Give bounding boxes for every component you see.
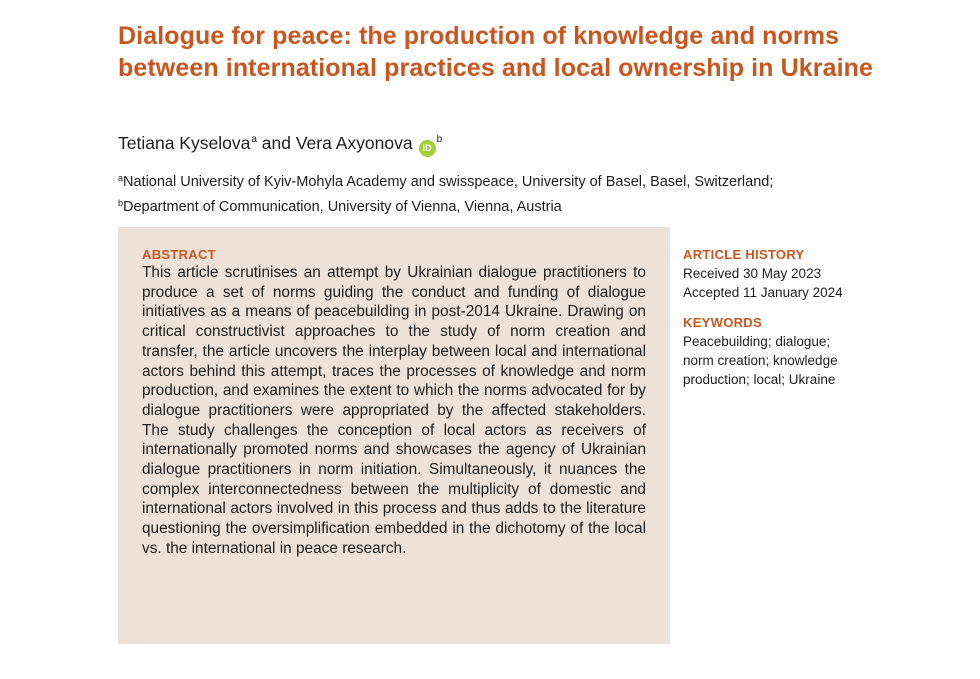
keywords-line: production; local; Ukraine bbox=[683, 372, 836, 387]
article-history bbox=[683, 246, 863, 302]
keywords-section bbox=[683, 314, 863, 389]
affiliation-mark: a bbox=[118, 173, 124, 183]
abstract-text: This article scrutinises an attempt by Ukrainian dialogue practitioners to produce a set of norms guiding the conduct and funding of dialogue initiatives as a means of peacebuilding in post-2014 Ukraine. Drawing on critical constructivist approaches to the study of norm creation and transfer, the article uncovers the interplay between local and international actors behind this attempt, traces the processes of knowledge and norm production, and examines the extent to which the norms advocated for by dialogue practitioners were appropriated by the affected stakeholders. The study challenges the conception of local actors as receivers of internationally promoted norms and showcases the agency of Ukrainian dialogue practitioners in norm initiation. Simultaneously, it nuances the complex interconnectedness between the multiplicity of domestic and international actors involved in this process and thus adds to the literature questioning the oversimplification embedded in the dichotomy of the local vs. the international in peace research. bbox=[142, 264, 646, 557]
author-name[interactable]: Vera Axyonova bbox=[295, 133, 413, 153]
abstract-heading: ABSTRACT bbox=[142, 247, 216, 262]
affiliation-mark: b bbox=[118, 198, 124, 208]
author-name[interactable]: Tetiana Kyselova bbox=[118, 133, 251, 153]
orcid-icon[interactable]: iD bbox=[419, 140, 436, 157]
affiliation-mark: b bbox=[436, 134, 443, 145]
affiliation-text: National University of Kyiv-Mohyla Academy and swisspeace, University of Basel, Basel, Switzerland; bbox=[123, 174, 774, 190]
article-history-heading: ARTICLE HISTORY bbox=[683, 247, 805, 262]
article-title: Dialogue for peace: the production of knowledge and norms between international practices and local ownership in Ukraine bbox=[118, 22, 874, 82]
affiliation-item bbox=[118, 168, 773, 193]
author-line bbox=[118, 128, 442, 157]
keywords-line: norm creation; knowledge bbox=[683, 353, 838, 368]
author-connector: and bbox=[256, 133, 296, 153]
affiliations bbox=[118, 168, 773, 218]
abstract-box bbox=[118, 227, 670, 644]
keywords-heading: KEYWORDS bbox=[683, 315, 762, 330]
affiliation-text: Department of Communication, University of Vienna, Vienna, Austria bbox=[123, 199, 562, 215]
affiliation-item bbox=[118, 193, 773, 218]
accepted-date: Accepted 11 January 2024 bbox=[683, 285, 843, 300]
received-date: Received 30 May 2023 bbox=[683, 266, 822, 281]
affiliation-mark: a bbox=[251, 134, 257, 145]
keywords-line: Peacebuilding; dialogue; bbox=[683, 334, 831, 349]
